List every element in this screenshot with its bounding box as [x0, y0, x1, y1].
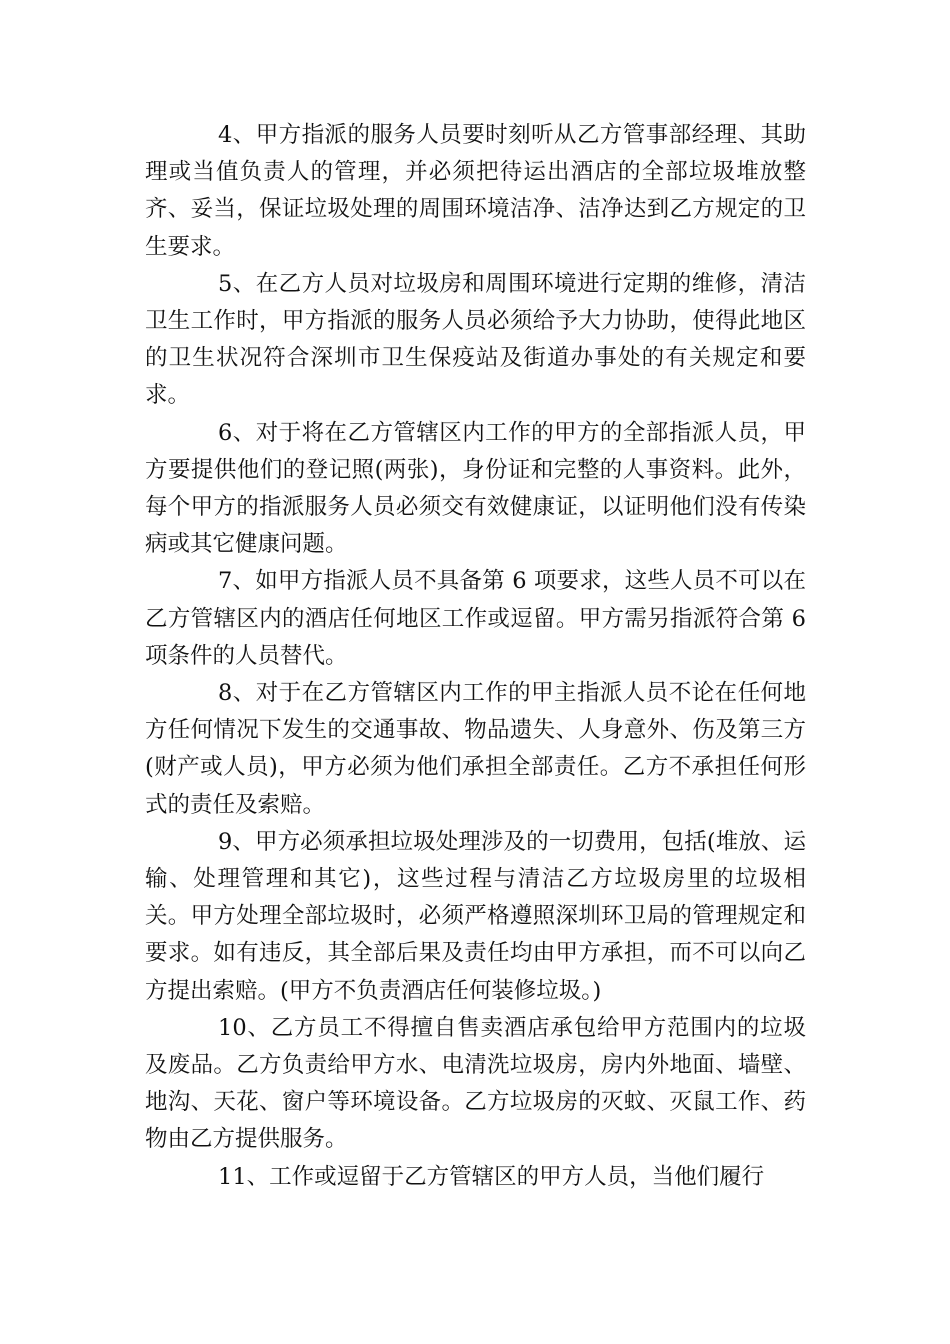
document-body — [145, 117, 806, 1196]
clause-6-paragraph: 6、对于将在乙方管辖区内工作的甲方的全部指派人员，甲方要提供他们的登记照(两张)，身份证和完整的人事资料。此外，每个甲方的指派服务人员必须交有效健康证，以证明他们没有传染病或其它健康问题。 — [145, 419, 806, 558]
clause-8-paragraph: 8、对于在乙方管辖区内工作的甲主指派人员不论在任何地方任何情况下发生的交通事故、物品遗失、人身意外、伤及第三方(财产或人员)，甲方必须为他们承担全部责任。乙方不承担任何形式的责任及索赔。 — [145, 680, 806, 818]
clause-10-paragraph: 10、乙方员工不得擅自售卖酒店承包给甲方范围内的垃圾及废品。乙方负责给甲方水、电清洗垃圾房，房内外地面、墙壁、地沟、天花、窗户等环境设备。乙方垃圾房的灭蚊、灭鼠工作、药物由乙方提供服务。 — [145, 1014, 806, 1153]
clause-11-paragraph: 11、工作或逗留于乙方管辖区的甲方人员，当他们履行 — [218, 1163, 765, 1190]
clause-9-paragraph: 9、甲方必须承担垃圾处理涉及的一切费用，包括(堆放、运输、处理管理和其它)，这些过程与清洁乙方垃圾房里的垃圾相关。甲方处理全部垃圾时，必须严格遵照深圳环卫局的管理规定和要求。如有违反，其全部后果及责任均由甲方承担，而不可以向乙方提出索赔。(甲方不负责酒店任何装修垃圾。) — [145, 828, 806, 1004]
clause-4-paragraph: 4、甲方指派的服务人员要时刻听从乙方管事部经理、其助理或当值负责人的管理，并必须把待运出酒店的全部垃圾堆放整齐、妥当，保证垃圾处理的周围环境洁净、洁净达到乙方规定的卫生要求。 — [145, 122, 806, 260]
clause-5-paragraph: 5、在乙方人员对垃圾房和周围环境进行定期的维修，清洁卫生工作时，甲方指派的服务人员必须给予大力协助，使得此地区的卫生状况符合深圳市卫生保疫站及街道办事处的有关规定和要求。 — [145, 270, 806, 409]
clause-7-paragraph: 7、如甲方指派人员不具备第 6 项要求，这些人员不可以在乙方管辖区内的酒店任何地区工作或逗留。甲方需另指派符合第 6 项条件的人员替代。 — [145, 568, 806, 669]
